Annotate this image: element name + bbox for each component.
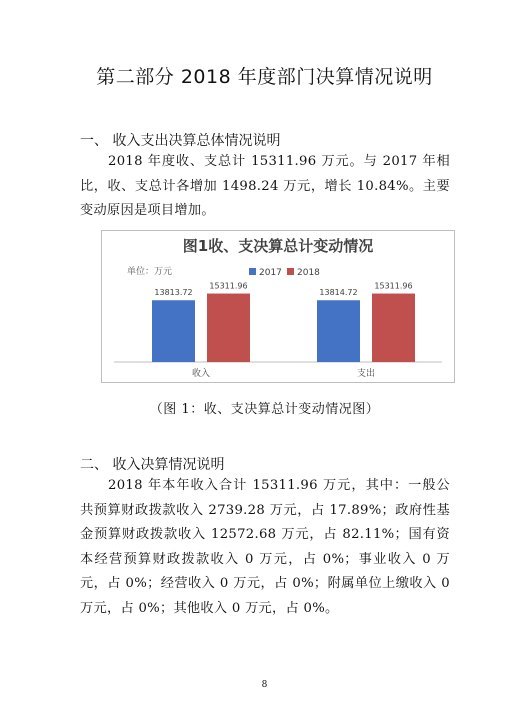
data-label-2018-0: 15311.96 — [209, 281, 248, 291]
page-title: 第二部分 2018 年度部门决算情况说明 — [96, 66, 433, 88]
data-label-2018-1: 15311.96 — [374, 281, 413, 291]
legend-label-2017: 2017 — [259, 268, 282, 278]
section-heading-income: 二、 收入决算情况说明 — [80, 457, 225, 473]
chart-unit-label: 单位：万元 — [127, 267, 173, 277]
section-paragraph-income-expense-overview: 2018 年度收、支总计 15311.96 万元。与 2017 年相比，收、支总计各增加 1498.24 万元，增长 10.84%。主要变动原因是项目增加。 — [80, 154, 450, 218]
chart-title: 图1收、支决算总计变动情况 — [182, 237, 374, 255]
bar-2018-1 — [372, 294, 415, 362]
data-label-2017-1: 13814.72 — [319, 288, 358, 298]
page-number: 8 — [261, 680, 268, 690]
bar-2017-1 — [317, 300, 360, 362]
bar-2018-0 — [207, 294, 250, 362]
bar-chart — [101, 230, 455, 383]
section-paragraph-income: 2018 年本年收入合计 15311.96 万元，其中：一般公共预算财政拨款收入 2739.28 万元，占 17.89%；政府性基金预算财政拨款收入 12572.68 万元，占 82.11%；国有资本经营预算财政拨款收入 0 万元，占 0%；事业收入 0 万元，占 0%；经营收入 0 万元，占 0%；附属单位上缴收入 0 万元，占 0%；其他收入 0 万元，占 0%。 — [80, 478, 450, 616]
legend-label-2018: 2018 — [297, 268, 320, 278]
legend-swatch-2018 — [287, 268, 294, 275]
chart-caption: （图 1：收、支决算总计变动情况图） — [149, 402, 380, 417]
data-label-2017-0: 13813.72 — [154, 288, 193, 298]
chart-canvas — [102, 231, 454, 382]
x-tick-label-0: 收入 — [191, 369, 211, 379]
section-heading-income-expense-overview: 一、 收入支出决算总体情况说明 — [80, 133, 281, 149]
bar-2017-0 — [152, 300, 195, 362]
x-tick-label-1: 支出 — [356, 369, 376, 379]
legend-swatch-2017 — [249, 268, 256, 275]
